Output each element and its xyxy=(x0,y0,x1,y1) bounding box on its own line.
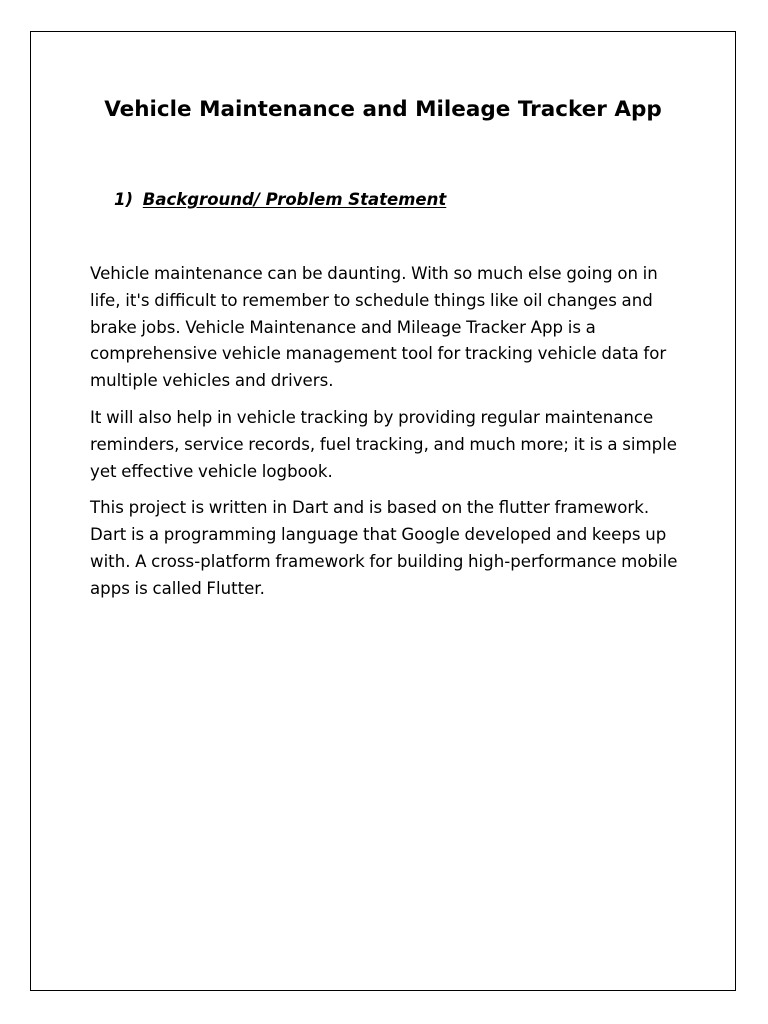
document-title: Vehicle Maintenance and Mileage Tracker App xyxy=(104,97,662,122)
section-heading xyxy=(114,189,446,211)
paragraph-3: This project is written in Dart and is based on the flutter framework. Dart is a programming language that Google developed and keeps up with. A cross-platform framework for building high-performance mobile apps is called Flutter. xyxy=(90,498,678,598)
paragraph-1: Vehicle maintenance can be daunting. With so much else going on in life, it's difficult to remember to schedule things like oil changes and brake jobs. Vehicle Maintenance and Mileage Tracker App is a comprehensive vehicle management tool for tracking vehicle data for multiple vehicles and drivers. xyxy=(90,264,667,391)
section-number: 1) xyxy=(114,190,134,209)
paragraph-2: It will also help in vehicle tracking by providing regular maintenance reminders, service records, fuel tracking, and much more; it is a simple yet effective vehicle logbook. xyxy=(90,407,677,481)
body-text xyxy=(90,261,690,613)
section-title: Background/ Problem Statement xyxy=(142,190,447,209)
